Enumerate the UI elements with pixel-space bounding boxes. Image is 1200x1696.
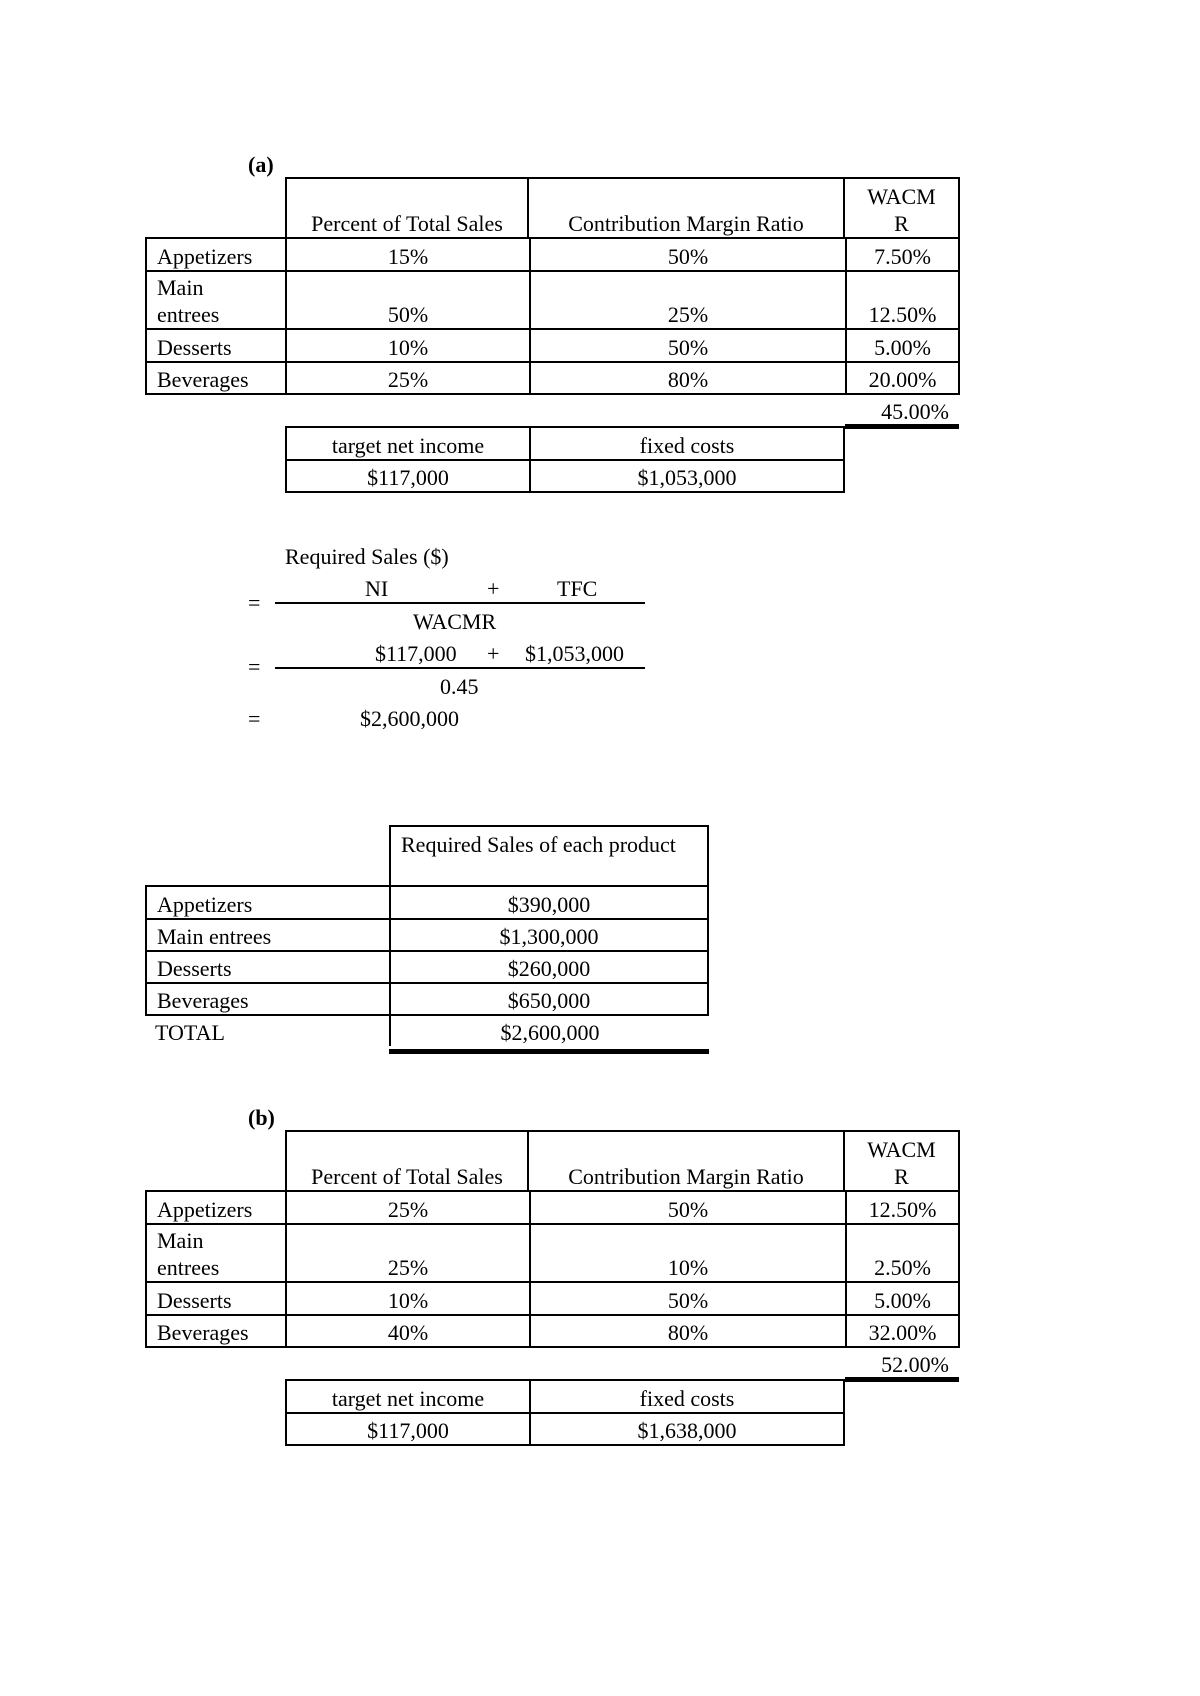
row-name: Desserts [145, 328, 285, 361]
row-percent: 25% [285, 1190, 529, 1223]
header-required-sales-each-product: Required Sales of each product [389, 825, 709, 885]
total-label: TOTAL [155, 1020, 225, 1045]
row-cmr: 10% [529, 1223, 845, 1281]
row-percent: 50% [285, 270, 529, 328]
header-contribution-margin-ratio: Contribution Margin Ratio [529, 177, 845, 237]
total-value: $2,600,000 [389, 1016, 709, 1046]
numerator-ni: NI [365, 576, 389, 601]
target-net-income-value: $117,000 [285, 459, 529, 493]
row-name: Main entrees [145, 270, 285, 328]
fraction-bar [275, 602, 645, 604]
equals-sign: = [248, 654, 261, 679]
row-percent: 15% [285, 237, 529, 270]
row-cmr: 50% [529, 328, 845, 361]
header-percent-of-total-sales: Percent of Total Sales [285, 177, 529, 237]
row-required-sales: $260,000 [389, 950, 709, 982]
row-wacmr: 7.50% [845, 237, 960, 270]
header-fixed-costs: fixed costs [529, 426, 845, 459]
ni-value: $117,000 [375, 641, 457, 666]
row-cmr: 80% [529, 361, 845, 395]
row-percent: 25% [285, 1223, 529, 1281]
total-underline [389, 1049, 709, 1054]
row-wacmr: 32.00% [845, 1314, 960, 1348]
row-name: Main entrees [145, 918, 389, 950]
header-target-net-income: target net income [285, 1379, 529, 1412]
row-cmr: 50% [529, 1190, 845, 1223]
equals-sign: = [248, 590, 261, 615]
row-wacmr: 12.50% [845, 270, 960, 328]
part-a-label: (a) [248, 152, 274, 177]
row-percent: 10% [285, 328, 529, 361]
fixed-costs-value: $1,053,000 [529, 459, 845, 493]
plus-sign: + [487, 641, 500, 666]
fraction-bar [275, 667, 645, 669]
header-percent-of-total-sales: Percent of Total Sales [285, 1130, 529, 1190]
row-name: Beverages [145, 982, 389, 1016]
header-target-net-income: target net income [285, 426, 529, 459]
row-required-sales: $1,300,000 [389, 918, 709, 950]
row-name: Beverages [145, 1314, 285, 1348]
target-net-income-value: $117,000 [285, 1412, 529, 1446]
row-percent: 40% [285, 1314, 529, 1348]
row-cmr: 25% [529, 270, 845, 328]
equals-sign: = [248, 706, 261, 731]
row-name: Beverages [145, 361, 285, 395]
row-name: Main entrees [145, 1223, 285, 1281]
denominator-value: 0.45 [440, 674, 479, 699]
row-name: Desserts [145, 1281, 285, 1314]
row-wacmr: 5.00% [845, 1281, 960, 1314]
row-required-sales: $390,000 [389, 885, 709, 918]
denominator-wacmr: WACMR [413, 609, 497, 634]
row-wacmr: 2.50% [845, 1223, 960, 1281]
total-underline [845, 1377, 959, 1382]
part-b-label: (b) [248, 1105, 275, 1130]
total-wacmr: 52.00% [881, 1352, 949, 1377]
row-cmr: 50% [529, 1281, 845, 1314]
total-underline [845, 424, 959, 429]
row-name: Appetizers [145, 1190, 285, 1223]
numerator-tfc: TFC [557, 576, 598, 601]
header-wacmr: WACM R [845, 1130, 960, 1190]
row-cmr: 50% [529, 237, 845, 270]
row-required-sales: $650,000 [389, 982, 709, 1016]
required-sales-result: $2,600,000 [360, 706, 459, 731]
row-name: Appetizers [145, 237, 285, 270]
header-contribution-margin-ratio: Contribution Margin Ratio [529, 1130, 845, 1190]
row-percent: 10% [285, 1281, 529, 1314]
row-wacmr: 20.00% [845, 361, 960, 395]
tfc-value: $1,053,000 [525, 641, 624, 666]
header-fixed-costs: fixed costs [529, 1379, 845, 1412]
row-cmr: 80% [529, 1314, 845, 1348]
row-name: Appetizers [145, 885, 389, 918]
plus-sign: + [487, 576, 500, 601]
row-wacmr: 12.50% [845, 1190, 960, 1223]
fixed-costs-value: $1,638,000 [529, 1412, 845, 1446]
row-wacmr: 5.00% [845, 328, 960, 361]
header-wacmr: WACM R [845, 177, 960, 237]
row-name: Desserts [145, 950, 389, 982]
total-wacmr: 45.00% [881, 399, 949, 424]
formula-title: Required Sales ($) [285, 544, 449, 569]
row-percent: 25% [285, 361, 529, 395]
